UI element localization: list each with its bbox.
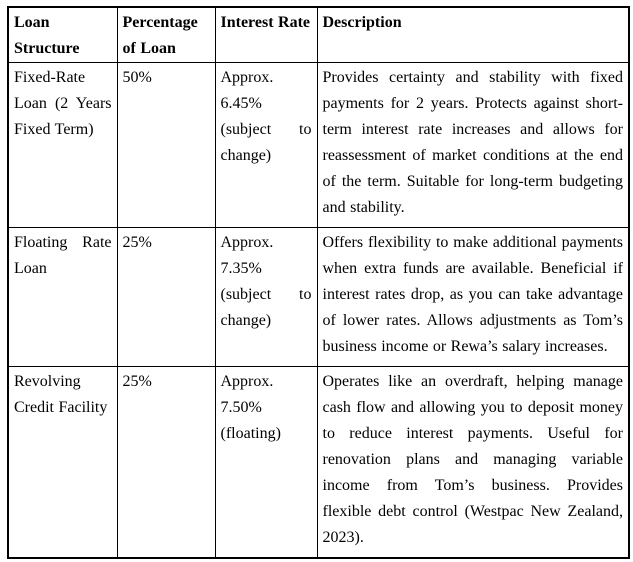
header-row [8,7,629,63]
cell-rate: Approx. 7.35% (subject to change) [215,228,317,367]
cell-description: Provides certainty and stability with fixed payments for 2 years. Protects against short-term interest rate increases and allows for reassessment of market conditions at the end of the term. Suitable for long-term budgeting and stability. [317,63,629,228]
header-description: Description [317,7,629,63]
cell-structure: Revolving Credit Facility [8,367,117,559]
cell-percentage: 50% [117,63,215,228]
cell-percentage: 25% [117,228,215,367]
header-percentage-of-loan: Percentage of Loan [117,7,215,63]
loan-structure-table [7,6,630,559]
cell-rate: Approx. 7.50% (floating) [215,367,317,559]
header-interest-rate: Interest Rate [215,7,317,63]
row-revolving-credit-facility [8,367,629,559]
cell-description: Operates like an overdraft, helping manage cash flow and allowing you to deposit money to reduce interest payments. Useful for renovation plans and managing variable income from Tom’s business. Provides flexible debt control (Westpac New Zealand, 2023). [317,367,629,559]
header-loan-structure: Loan Structure [8,7,117,63]
cell-percentage: 25% [117,367,215,559]
cell-structure: Fixed-Rate Loan (2 Years Fixed Term) [8,63,117,228]
cell-description: Offers flexibility to make additional payments when extra funds are available. Beneficial if interest rates drop, as you can take advantage of lower rates. Allows adjustments as Tom’s business income or Rewa’s salary increases. [317,228,629,367]
row-floating-rate-loan [8,228,629,367]
cell-structure: Floating Rate Loan [8,228,117,367]
cell-rate: Approx. 6.45% (subject to change) [215,63,317,228]
row-fixed-rate-loan [8,63,629,228]
